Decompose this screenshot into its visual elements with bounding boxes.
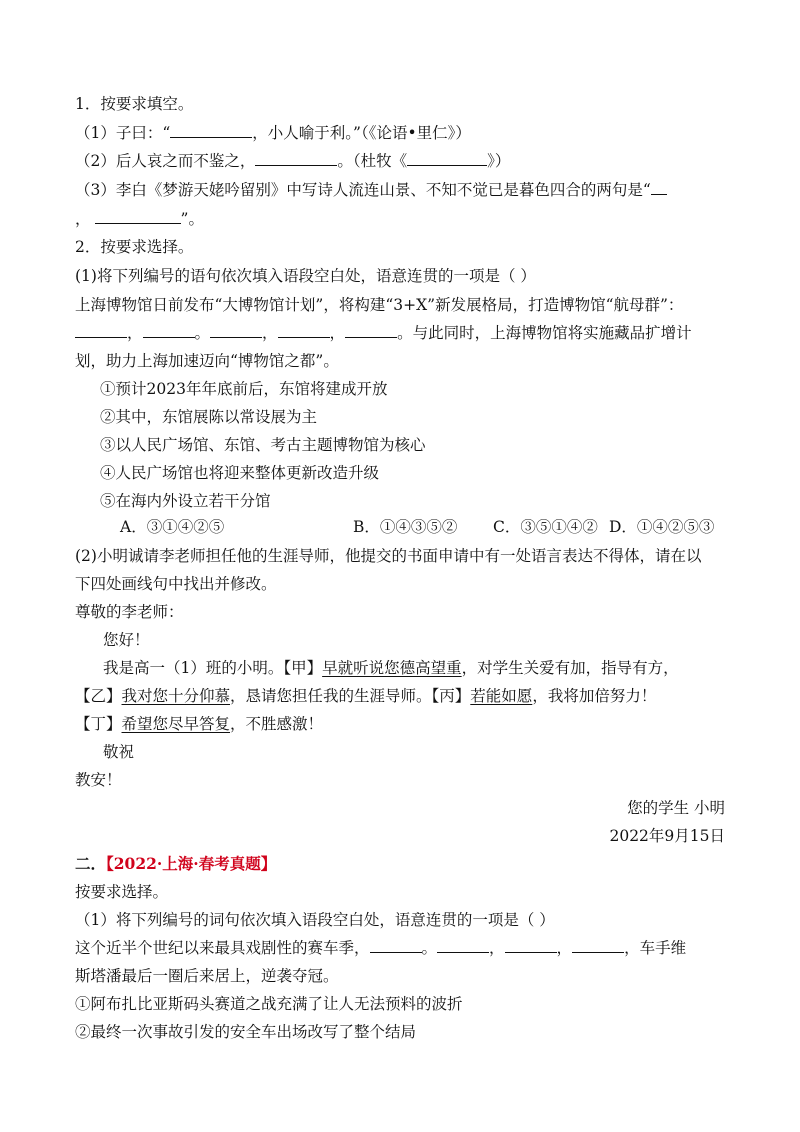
letter-closing-1: 敬祝 — [103, 743, 135, 761]
passage-line-3: 划，助力上海加速迈向“博物馆之都”。 — [75, 352, 339, 370]
fill-blank[interactable] — [437, 938, 489, 953]
question-1-title: 1．按要求填空。 — [75, 95, 194, 113]
fill-blank[interactable] — [505, 938, 557, 953]
fill-blank[interactable] — [170, 123, 252, 138]
text: （2）后人哀之而不鉴之， — [75, 152, 256, 170]
text: 这个近半个世纪以来最具戏剧性的赛车季， — [75, 939, 370, 957]
letter-body-line-3 — [75, 713, 323, 735]
fill-blank[interactable] — [143, 323, 195, 338]
exam-source-tag: 【2022·上海·春考真题】 — [106, 854, 277, 873]
underlined-sentence-ding: 希望您尽早答复 — [121, 715, 231, 733]
text: 。与此同时，上海博物馆将实施藏品扩增计 — [397, 324, 692, 342]
text: ， — [262, 324, 278, 342]
underlined-sentence-bing: 若能如愿 — [470, 687, 533, 705]
text: ”。 — [180, 210, 204, 228]
question-1-item-2 — [75, 150, 510, 172]
question-2-title: 2．按要求选择。 — [75, 238, 194, 256]
letter-greeting: 您好！ — [103, 631, 150, 649]
text: ，小人喻于利。”（《论语•里仁》） — [252, 124, 471, 142]
choice-b[interactable]: B．①④③⑤② — [353, 518, 458, 536]
option-item-4: ④人民广场馆也将迎来整体更新改造升级 — [100, 464, 380, 482]
fill-blank[interactable] — [370, 938, 422, 953]
choice-a[interactable]: A．③①④②⑤ — [120, 518, 225, 536]
fill-blank[interactable] — [278, 323, 330, 338]
option-item-2: ②其中，东馆展陈以常设展为主 — [100, 408, 318, 426]
letter-closing-2: 教安！ — [75, 771, 122, 789]
option-item-3: ③以人民广场馆、东馆、考古主题博物馆为核心 — [100, 436, 426, 454]
choice-c[interactable]: C．③⑤①④② — [493, 518, 598, 536]
underlined-sentence-yi: 我对您十分仰慕 — [121, 687, 231, 705]
letter-salutation: 尊敬的李老师： — [75, 603, 184, 621]
fill-blank[interactable] — [95, 209, 181, 224]
passage-line-2 — [75, 322, 692, 344]
text: 》） — [487, 152, 511, 170]
text: （1）子曰：“ — [75, 124, 171, 142]
text: 【丁】 — [75, 715, 122, 733]
section-number: 二． — [75, 854, 107, 873]
text: ，对学生关爱有加，指导有方， — [461, 659, 679, 677]
question-1-item-1 — [75, 122, 471, 144]
fill-blank[interactable] — [572, 938, 624, 953]
section-2-heading — [75, 853, 276, 875]
fill-blank[interactable] — [75, 323, 127, 338]
text: ， — [556, 939, 573, 957]
question-2-part-2-stem-2: 下四处画线句中找出并修改。 — [75, 575, 277, 593]
text: 【乙】 — [75, 687, 122, 705]
section-2-stem: （1）将下列编号的词句依次填入语段空白处，语意连贯的一项是（ ） — [75, 911, 555, 929]
text: ， — [127, 324, 143, 342]
question-1-item-3 — [75, 179, 667, 201]
passage-line-1: 上海博物馆日前发布“大博物馆计划”，将构建“3+X”新发展格局，打造博物馆“航母群”： — [75, 296, 684, 314]
section-2-passage-line-2: 斯塔潘最后一圈后来居上，逆袭夺冠。 — [75, 967, 339, 985]
fill-blank[interactable] — [407, 151, 487, 166]
text: ， — [489, 939, 505, 957]
choice-d[interactable]: D．①④②⑤③ — [609, 518, 715, 536]
text: 我是高一（1）班的小明。【甲】 — [103, 659, 323, 677]
text: ，我将加倍努力！ — [532, 687, 657, 705]
text: 。 — [421, 939, 438, 957]
text: ， — [75, 210, 91, 228]
section-2-item-1: ①阿布扎比亚斯码头赛道之战充满了让人无法预料的波折 — [75, 995, 463, 1013]
fill-blank[interactable] — [345, 323, 397, 338]
text: ，车手维 — [624, 939, 687, 957]
section-2-item-2: ②最终一次事故引发的安全车出场改写了整个结局 — [75, 1023, 417, 1041]
question-1-item-3-cont — [75, 208, 204, 230]
text: ，不胜感激！ — [230, 715, 324, 733]
fill-blank[interactable] — [255, 151, 337, 166]
question-2-part-1-stem: (1)将下列编号的语句依次填入语段空白处，语意连贯的一项是（ ） — [75, 267, 536, 285]
letter-body-line-2 — [75, 685, 656, 707]
text: ，恳请您担任我的生涯导师。【丙】 — [230, 687, 471, 705]
option-item-1: ①预计2023年年底前后，东馆将建成开放 — [100, 380, 388, 398]
letter-signature: 您的学生 小明 — [627, 799, 725, 817]
text: 。（杜牧《 — [337, 152, 408, 170]
text: 。 — [194, 324, 211, 342]
text: ， — [329, 324, 346, 342]
section-2-title: 按要求选择。 — [75, 883, 169, 901]
question-2-part-2-stem-1: (2)小明诚请李老师担任他的生涯导师，他提交的书面申请中有一处语言表达不得体，请在以 — [75, 547, 702, 565]
option-item-5: ⑤在海内外设立若干分馆 — [100, 492, 271, 510]
letter-body-line-1 — [103, 657, 679, 679]
fill-blank[interactable] — [210, 323, 262, 338]
letter-date: 2022年9月15日 — [609, 827, 725, 845]
fill-blank[interactable] — [651, 180, 667, 195]
section-2-passage-line-1 — [75, 937, 686, 959]
text: （3）李白《梦游天姥吟留别》中写诗人流连山景、不知不觉已是暮色四合的两句是“ — [75, 181, 651, 199]
underlined-sentence-jia: 早就听说您德高望重 — [322, 659, 462, 677]
